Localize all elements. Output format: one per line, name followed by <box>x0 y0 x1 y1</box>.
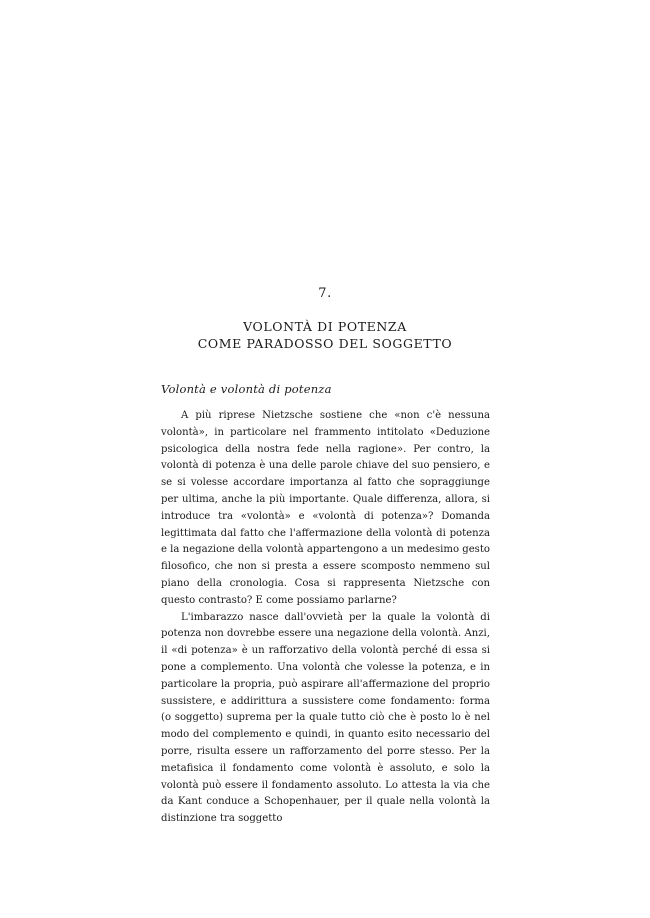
chapter-title-line-1: VOLONTÀ DI POTENZA <box>243 319 407 334</box>
chapter-number: 7. <box>318 286 332 301</box>
paragraph: A più riprese Nietzsche sostiene che «non c'è nessuna volontà», in particolare nel frammento intitolato «Deduzione psicologica della nostra fede nella ragione». Per contro, la volontà di potenza è una delle parole chiave del suo pensiero, e se si volesse accordare importanza al fatto che sopraggiunge per ultima, anche la più importante. Quale differenza, allora, si introduce tra «volontà» e «volontà di potenza»? Domanda legittimata dal fatto che l'affermazione della volontà di potenza e la negazione della volontà appartengono a un medesimo gesto filosofico, che non si presta a essere scomposto nemmeno sul piano della cronologia. Cosa si rappresenta Nietzsche con questo contrasto? E come possiamo parlarne? <box>161 410 490 606</box>
chapter-title <box>0 318 650 352</box>
chapter-title-line-2: COME PARADOSSO DEL SOGGETTO <box>197 336 453 351</box>
paragraph: L'imbarazzo nasce dall'ovvietà per la quale la volontà di potenza non dovrebbe essere una negazione della volontà. Anzi, il «di potenza» è un rafforzativo della volontà perché di essa si pone a complemento. Una volontà che volesse la potenza, e in particolare la propria, può aspirare all'affermazione del proprio sussistere, e addirittura a sussistere come fondamento: forma (o soggetto) suprema per la quale tutto ciò che è posto lo è nel modo del complemento e quindi, in quanto esito necessario del porre, risulta essere un rafforzamento del porre stesso. Per la metafisica il fondamento come volontà è assoluto, e solo la volontà può essere il fondamento assoluto. Lo attesta la via che da Kant conduce a Schopenhauer, per il quale nella volontà la distinzione tra soggetto <box>161 611 490 825</box>
body-text <box>161 408 490 828</box>
section-heading: Volontà e volontà di potenza <box>161 382 332 396</box>
